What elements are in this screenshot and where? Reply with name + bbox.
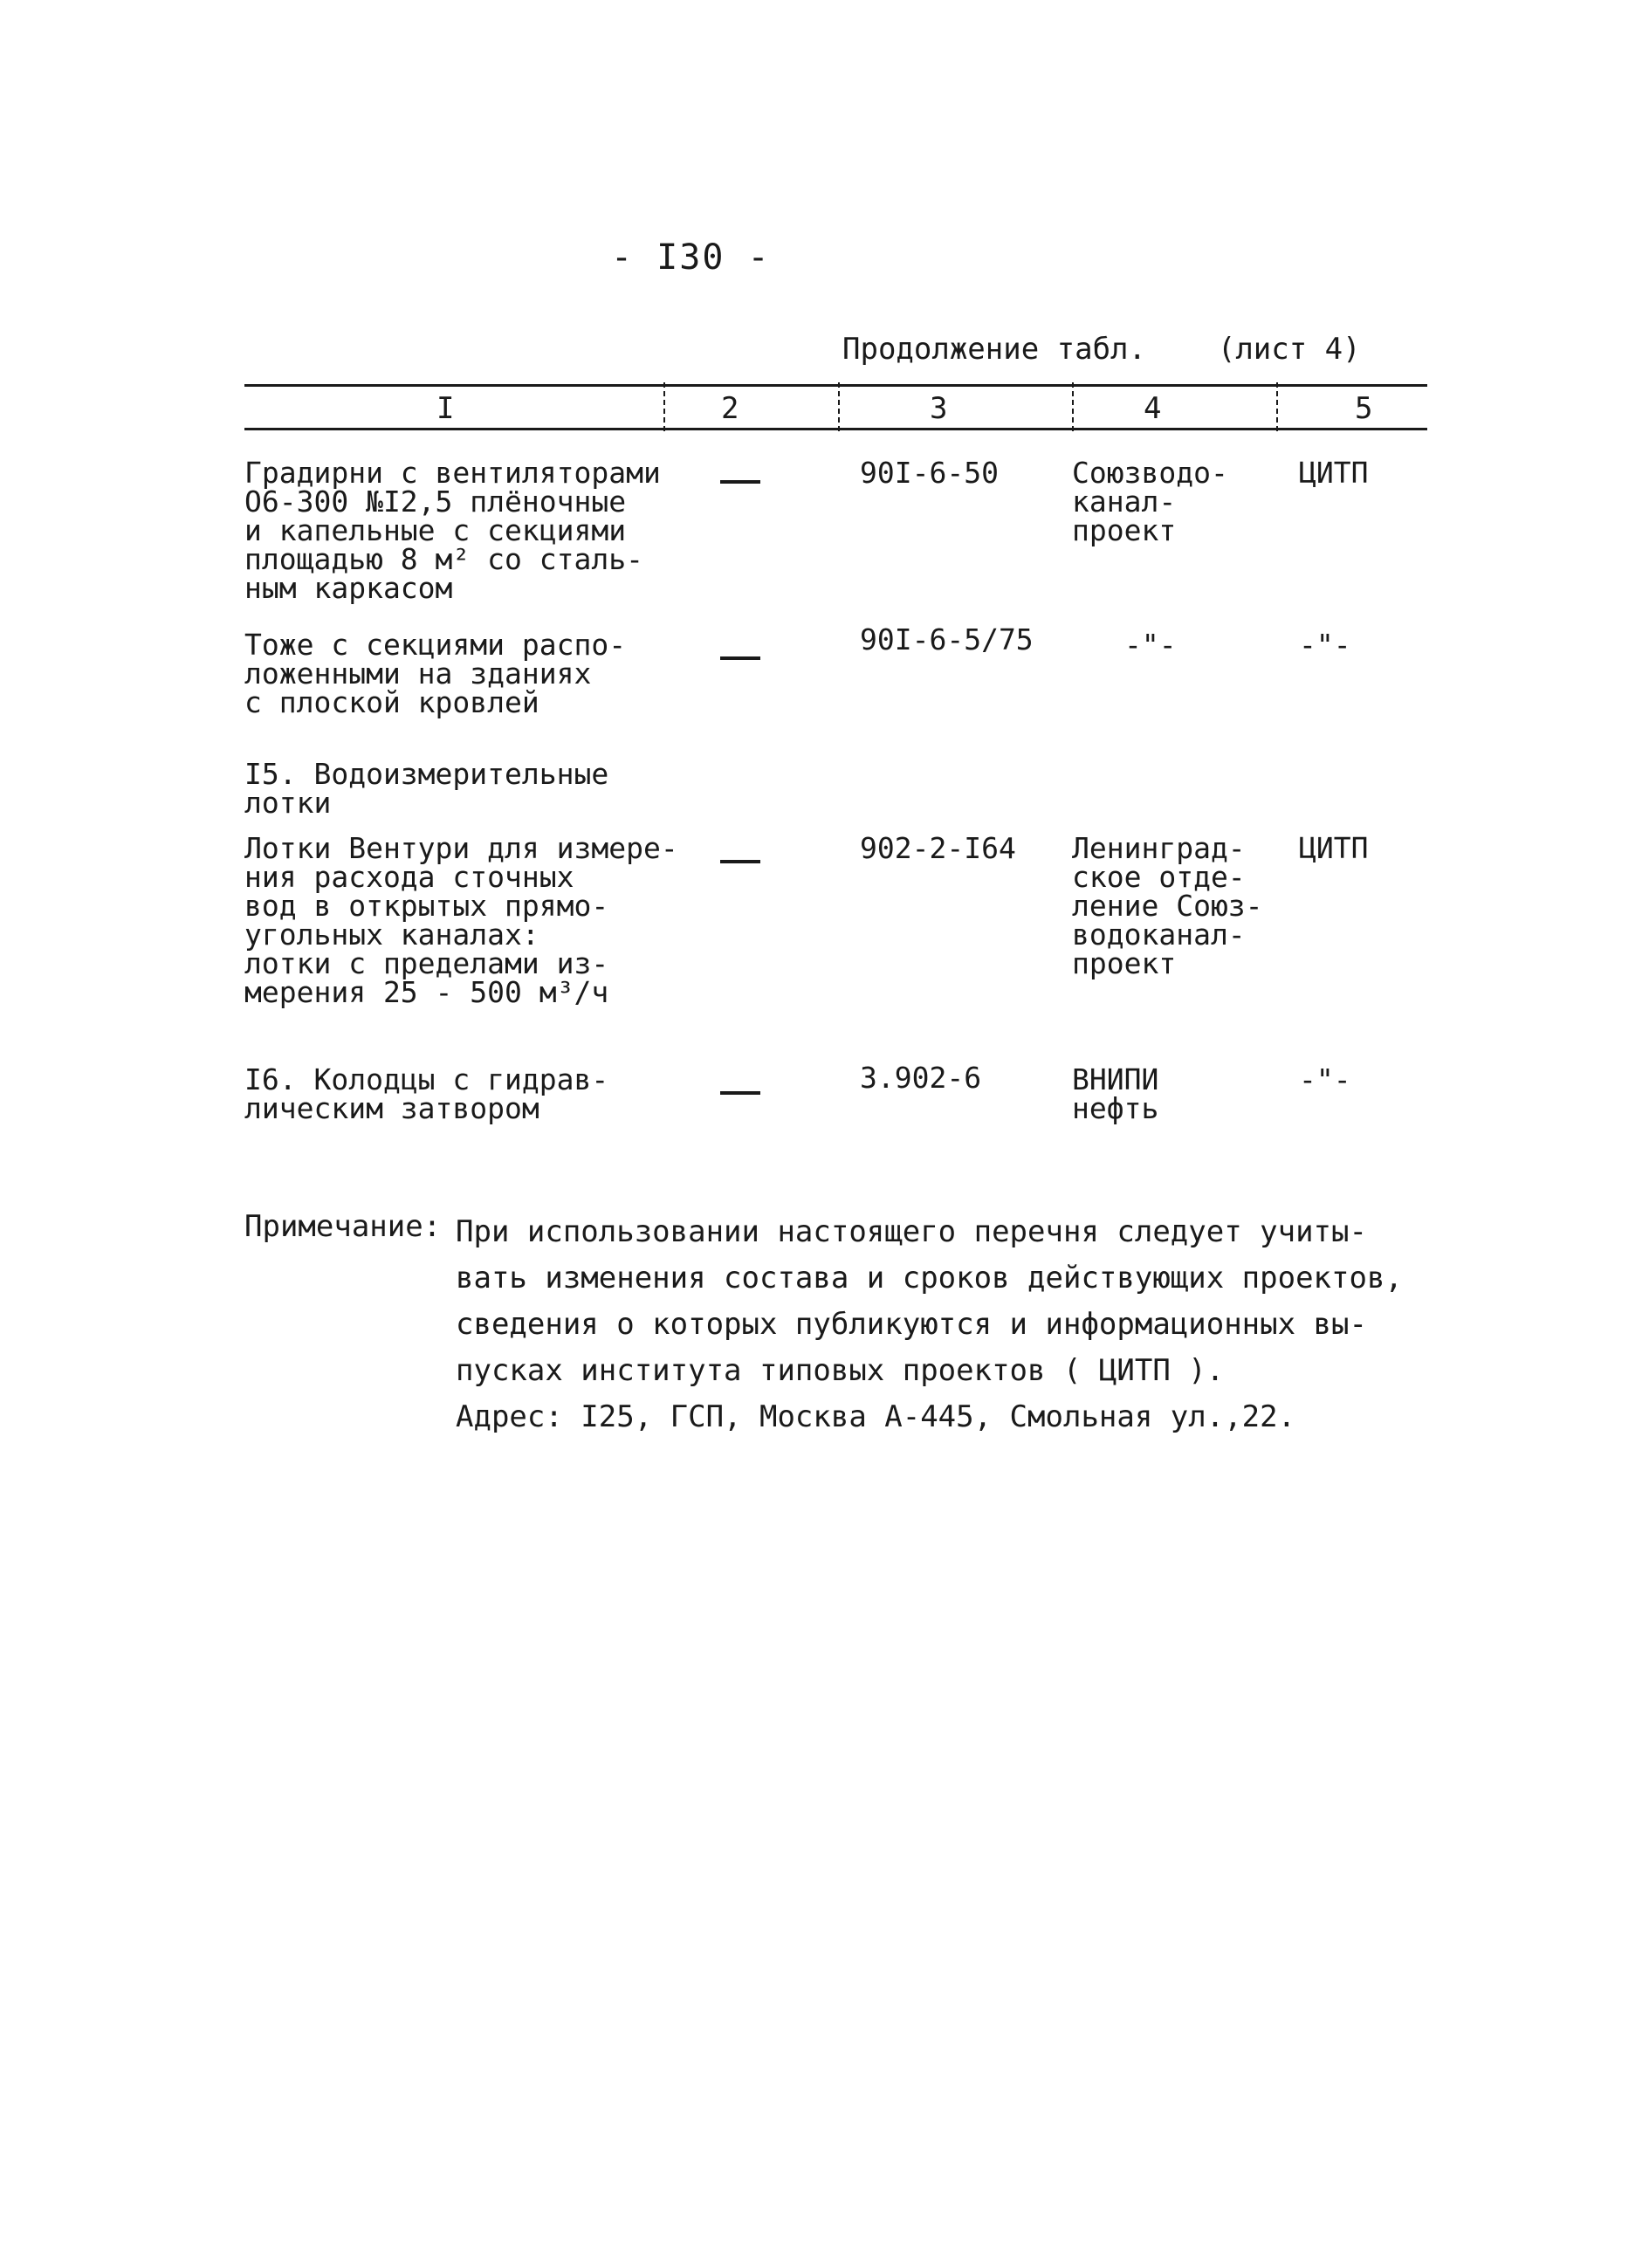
row-author: ВНИПИ нефть bbox=[1072, 1062, 1159, 1125]
row-author: Союзводо- канал- проект bbox=[1072, 456, 1228, 547]
row-name: Тоже с секциями распо- ложенными на зданиях с плоской кровлей bbox=[244, 628, 627, 719]
row-project-number: 90I-6-5/75 bbox=[860, 622, 1034, 656]
column-separator bbox=[1072, 382, 1074, 431]
table-header-rule-bottom bbox=[244, 428, 1427, 430]
row-dash bbox=[720, 1091, 760, 1095]
row-dash bbox=[720, 656, 760, 660]
note-label: Примечание: bbox=[244, 1209, 442, 1244]
row-project-number: 3.902-6 bbox=[860, 1061, 982, 1095]
page-number: - I30 - bbox=[611, 237, 771, 278]
column-header-5: 5 bbox=[1355, 391, 1373, 426]
row-author: Ленинград- ское отде- ление Союз- водоканал- проект bbox=[1072, 831, 1263, 980]
column-header-3: 3 bbox=[930, 391, 948, 426]
row-name: I6. Колодцы с гидрав- лическим затвором bbox=[244, 1062, 609, 1125]
table-header-rule-top bbox=[244, 384, 1427, 387]
row-project-number: 902-2-I64 bbox=[860, 831, 1016, 865]
column-header-4: 4 bbox=[1144, 391, 1162, 426]
row-name: Градирни с вентиляторами О6-300 №I2,5 плёночные и капельные с секциями площадью 8 м² со сталь- ным каркасом bbox=[244, 456, 661, 605]
column-header-2: 2 bbox=[721, 391, 739, 426]
column-separator bbox=[663, 382, 665, 431]
column-header-1: I bbox=[436, 391, 455, 426]
row-source: -"- bbox=[1299, 1062, 1351, 1096]
table-continuation-caption: Продолжение табл. (лист 4) bbox=[842, 332, 1361, 367]
column-separator bbox=[838, 382, 840, 431]
row-dash bbox=[720, 480, 760, 484]
row-name: Лотки Вентури для измере- ния расхода сточных вод в открытых прямо- угольных каналах: лотки с пределами из- мерения 25 - 500 м³/ч bbox=[244, 831, 678, 1009]
row-source: ЦИТП bbox=[1299, 831, 1369, 865]
row-source: ЦИТП bbox=[1299, 456, 1369, 490]
row-dash bbox=[720, 860, 760, 863]
column-separator bbox=[1276, 382, 1278, 431]
note-text: При использовании настоящего перечня следует учиты- вать изменения состава и сроков действующих проектов, сведения о которых публикуются и информационных вы- пусках института типовых проектов ( ЦИТП ). Адрес: I25, ГСП, Москва А-445, Смольная ул.,22. bbox=[456, 1214, 1403, 1434]
row-source: -"- bbox=[1299, 628, 1351, 662]
row-project-number: 90I-6-50 bbox=[860, 456, 999, 490]
row-author: -"- bbox=[1124, 628, 1177, 662]
section-heading: I5. Водоизмерительные лотки bbox=[244, 757, 609, 820]
